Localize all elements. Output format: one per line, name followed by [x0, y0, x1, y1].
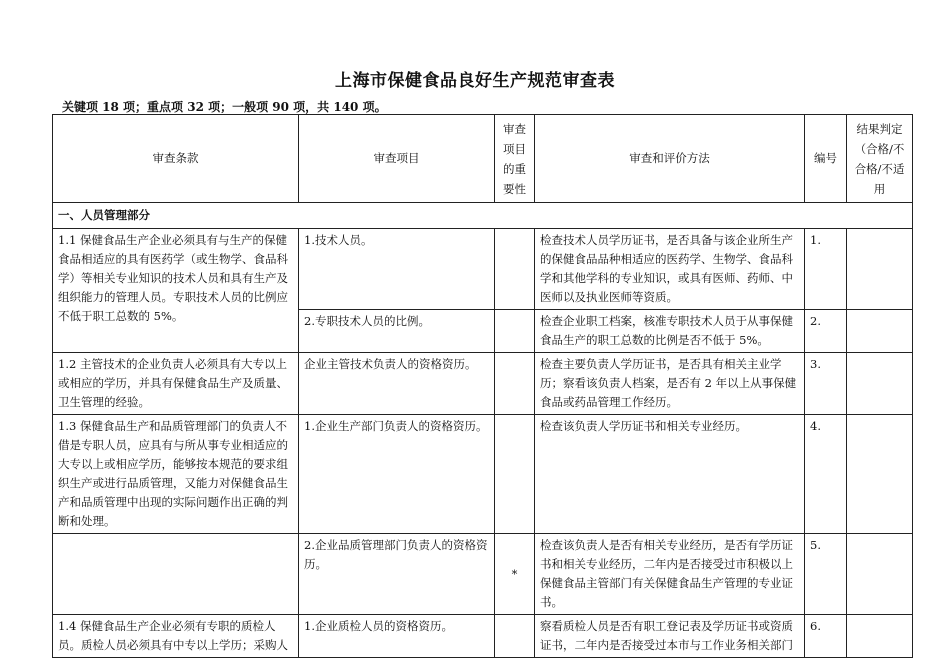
method-cell: 检查企业职工档案，核准专职技术人员于从事保健食品生产的职工总数的比例是否不低于 5%。	[535, 310, 805, 353]
importance-cell	[495, 229, 535, 310]
item-cell: 2.专职技术人员的比例。	[299, 310, 495, 353]
clause-cell: 1.2 主管技术的企业负责人必须具有大专以上或相应的学历，并具有保健食品生产及质量、卫生管理的经验。	[53, 353, 299, 415]
table-header-row	[53, 115, 913, 203]
header-item: 审查项目	[299, 115, 495, 203]
importance-cell	[495, 353, 535, 415]
method-cell: 检查该负责人是否有相关专业经历，是否有学历证书和相关专业经历，二年内是否接受过市积极以上保健食品主管部门有关保健食品生产管理的专业证书。	[535, 534, 805, 615]
number-cell: 6.	[805, 615, 847, 658]
item-cell: 1.技术人员。	[299, 229, 495, 310]
table-row	[53, 415, 913, 534]
clause-cell: 1.1 保健食品生产企业必须具有与生产的保健食品相适应的具有医药学（或生物学、食品科学）等相关专业知识的技术人员和具有生产及组织能力的管理人员。专职技术人员的比例应不低于职工总数的 5%。	[53, 229, 299, 353]
audit-table	[52, 114, 913, 658]
header-importance: 审查项目的重要性	[495, 115, 535, 203]
method-cell: 检查主要负责人学历证书，是否具有相关主业学历；察看该负责人档案，是否有 2 年以上从事保健食品或药品管理工作经历。	[535, 353, 805, 415]
importance-cell	[495, 310, 535, 353]
result-cell	[847, 615, 913, 658]
method-cell: 检查技术人员学历证书，是否具备与该企业所生产的保健食品品种相适应的医药学、生物学、食品科学和其他学科的专业知识，或具有医师、药师、中医师以及执业医师等资质。	[535, 229, 805, 310]
header-number: 编号	[805, 115, 847, 203]
importance-cell: *	[495, 534, 535, 615]
clause-cell	[53, 534, 299, 615]
table-row	[53, 353, 913, 415]
number-cell: 5.	[805, 534, 847, 615]
number-cell: 4.	[805, 415, 847, 534]
method-cell: 察看质检人员是否有职工登记表及学历证书或资质证书，二年内是否接受过本市与工作业务相关部门	[535, 615, 805, 658]
table-row	[53, 534, 913, 615]
item-cell: 1.企业质检人员的资格资历。	[299, 615, 495, 658]
importance-cell	[495, 415, 535, 534]
importance-cell	[495, 615, 535, 658]
number-cell: 3.	[805, 353, 847, 415]
summary-line: 关键项 18 项；重点项 32 项；一般项 90 项，共 140 项。	[62, 100, 387, 114]
page-title: 上海市保健食品良好生产规范审查表	[335, 71, 615, 91]
table-row	[53, 615, 913, 658]
item-cell: 2.企业品质管理部门负责人的资格资历。	[299, 534, 495, 615]
result-cell	[847, 415, 913, 534]
table-row	[53, 229, 913, 310]
item-cell: 企业主管技术负责人的资格资历。	[299, 353, 495, 415]
number-cell: 2.	[805, 310, 847, 353]
clause-cell: 1.4 保健食品生产企业必须有专职的质检人员。质检人员必须具有中专以上学历；采购人	[53, 615, 299, 658]
number-cell: 1.	[805, 229, 847, 310]
header-method: 审查和评价方法	[535, 115, 805, 203]
method-cell: 检查该负责人学历证书和相关专业经历。	[535, 415, 805, 534]
header-result: 结果判定（合格/不合格/不适用	[847, 115, 913, 203]
result-cell	[847, 229, 913, 310]
section-title: 一、人员管理部分	[53, 203, 913, 229]
header-clause: 审查条款	[53, 115, 299, 203]
result-cell	[847, 310, 913, 353]
result-cell	[847, 534, 913, 615]
clause-cell: 1.3 保健食品生产和品质管理部门的负责人不借是专职人员，应具有与所从事专业相适应的大专以上或相应学历，能够按本规范的要求组织生产或进行品质管理，又能力对保健食品生产和品质管理中出现的实际问题作出正确的判断和处理。	[53, 415, 299, 534]
result-cell	[847, 353, 913, 415]
section-row	[53, 203, 913, 229]
item-cell: 1.企业生产部门负责人的资格资历。	[299, 415, 495, 534]
